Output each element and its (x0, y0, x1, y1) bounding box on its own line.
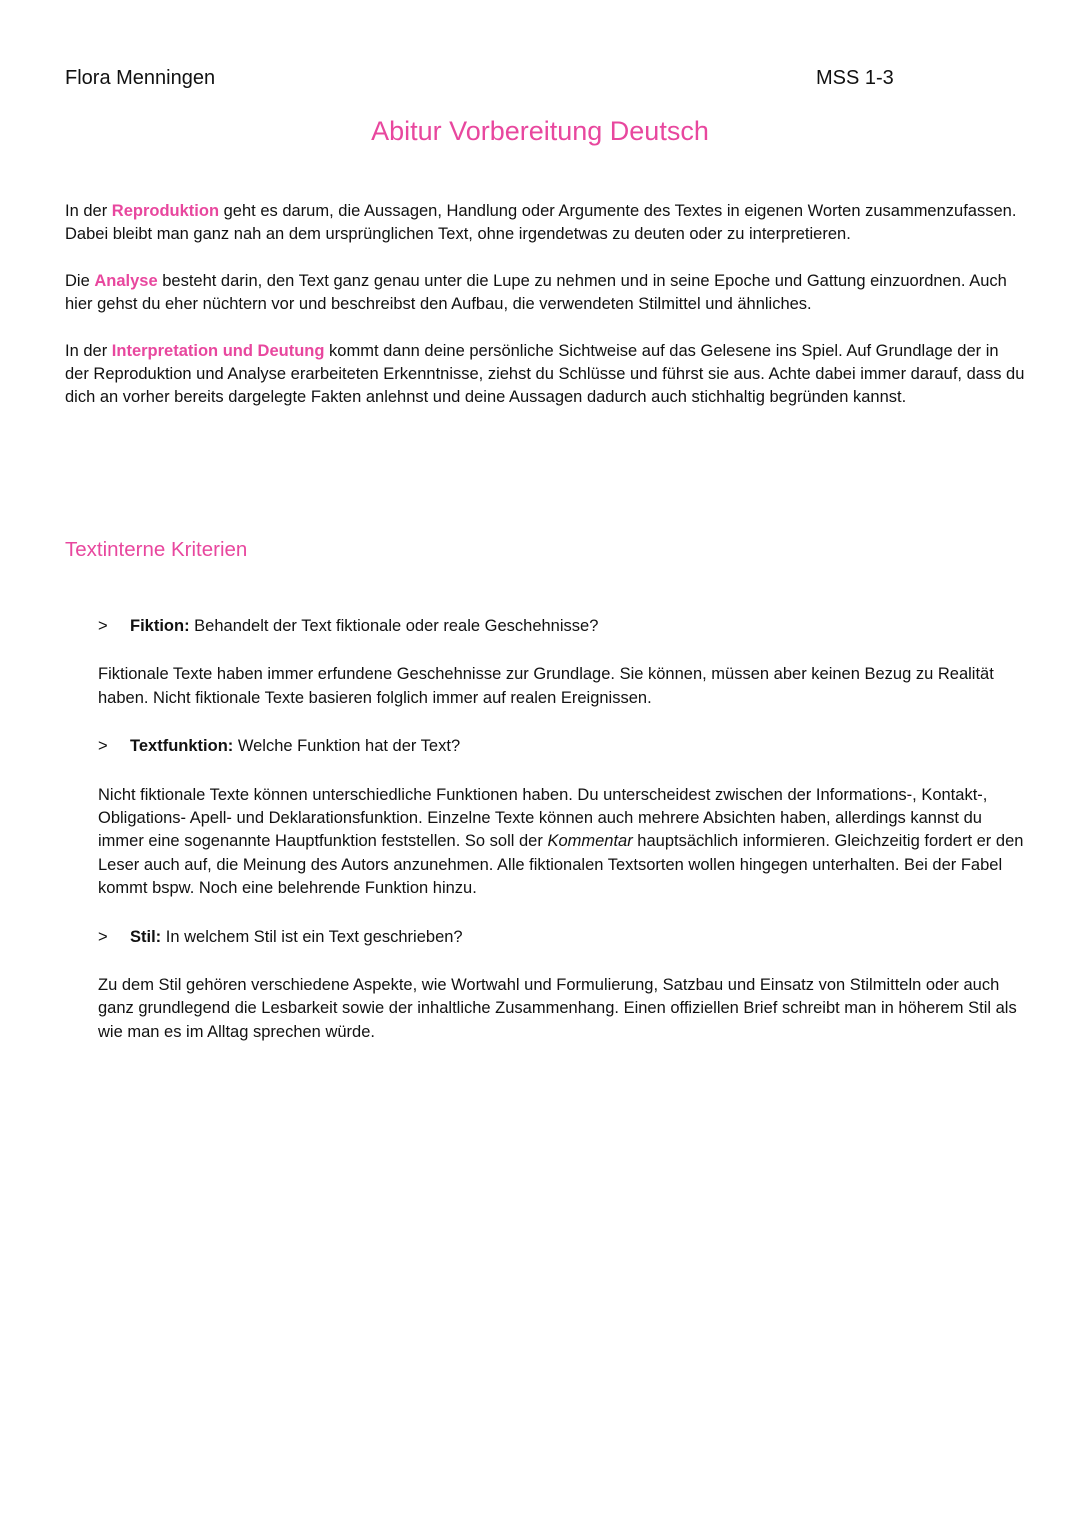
criterion-line (130, 735, 460, 758)
highlight-term-analyse: Analyse (94, 271, 158, 290)
criterion-line (130, 926, 463, 949)
highlight-term-reproduktion: Reproduktion (111, 202, 220, 220)
highlight-term-interpretation: Interpretation und Deutung (111, 341, 325, 360)
criterion-question: In welchem Stil ist ein Text geschrieben? (161, 927, 463, 946)
paragraph-reproduktion (65, 200, 1025, 247)
description-part: hauptsächlich informieren. Gleichzeitig fordert er den Leser auch auf, die Meinung des Autors anzunehmen. Alle fiktionalen Textsorten wollen hingegen unterhalten. Bei der Fabel kommt bspw. Noch eine belehrende Funktion hinzu. (98, 832, 1024, 898)
bullet-marker-icon: > (98, 737, 108, 756)
description-part: Nicht fiktionale Texte können unterschiedliche Funktionen haben. Du unterscheidest zwischen der Informations-, Kontakt-, Obligations- Apell- und Deklarationsfunktion. Einzelne Texte können auch mehrere Absichten haben, allerdings kannst du immer eine sogenannte Hauptfunktion feststellen. So soll der (98, 785, 988, 851)
criterion-term: Fiktion: (130, 617, 190, 635)
intro-section (65, 200, 1025, 433)
criterion-term: Textfunktion: (130, 737, 234, 756)
criterion-line (130, 615, 598, 638)
paragraph-interpretation (65, 340, 1025, 410)
author-name: Flora Menningen (65, 67, 216, 89)
paragraph-analyse (65, 270, 1025, 317)
description-italic-term: Kommentar (547, 832, 633, 851)
criteria-list (98, 615, 1028, 1069)
criterion-fiktion (98, 615, 1028, 638)
section-heading: Textinterne Kriterien (65, 538, 248, 561)
criterion-textfunktion (98, 735, 1028, 758)
paragraph-text: kommt dann deine persönliche Sichtweise auf das Gelesene ins Spiel. Auf Grundlage der in der Reproduktion und Analyse erarbeiteten Erkenntnisse, ziehst du Schlüsse und führst sie aus. Achte dabei immer darauf, dass du dich an vorher bereits dargelegte Fakten anlehnst und deine Aussagen dadurch auch stichhaltig begründen kannst. (65, 341, 1025, 407)
criterion-term: Stil: (130, 927, 162, 946)
page-title: Abitur Vorbereitung Deutsch (371, 116, 709, 146)
paragraph-text: geht es darum, die Aussagen, Handlung oder Argumente des Textes in eigenen Worten zusammenzufassen. Dabei bleibt man ganz nah an dem ursprünglichen Text, ohne irgendetwas zu deuten oder zu interpretieren. (65, 202, 1017, 244)
paragraph-prefix: In der (65, 341, 112, 360)
criterion-question: Welche Funktion hat der Text? (233, 737, 461, 756)
course-label: MSS 1-3 (816, 67, 894, 89)
criterion-stil (98, 926, 1028, 949)
bullet-marker-icon: > (98, 927, 108, 946)
paragraph-prefix: Die (65, 271, 95, 290)
criterion-description: Fiktionale Texte haben immer erfundene Geschehnisse zur Grundlage. Sie können, müssen aber keinen Bezug zu Realität haben. Nicht fiktionale Texte basieren folglich immer auf realen Ereignissen. (98, 665, 994, 707)
paragraph-prefix: In der (65, 202, 112, 220)
criterion-description: Zu dem Stil gehören verschiedene Aspekte, wie Wortwahl und Formulierung, Satzbau und Einsatz von Stilmitteln oder auch ganz grundlegend die Lesbarkeit sowie der inhaltliche Zusammenhang. Einen offiziellen Brief schreibt man in höherem Stil als wie man es im Alltag sprechen würde. (98, 976, 1017, 1041)
bullet-marker-icon: > (98, 617, 108, 635)
paragraph-text: besteht darin, den Text ganz genau unter die Lupe zu nehmen und in seine Epoche und Gattung einzuordnen. Auch hier gehst du eher nüchtern vor und beschreibst den Aufbau, die verwendeten Stilmittel und ähnliches. (65, 271, 1007, 314)
criterion-description (98, 784, 1028, 901)
criterion-question: Behandelt der Text fiktionale oder reale Geschehnisse? (189, 617, 599, 635)
